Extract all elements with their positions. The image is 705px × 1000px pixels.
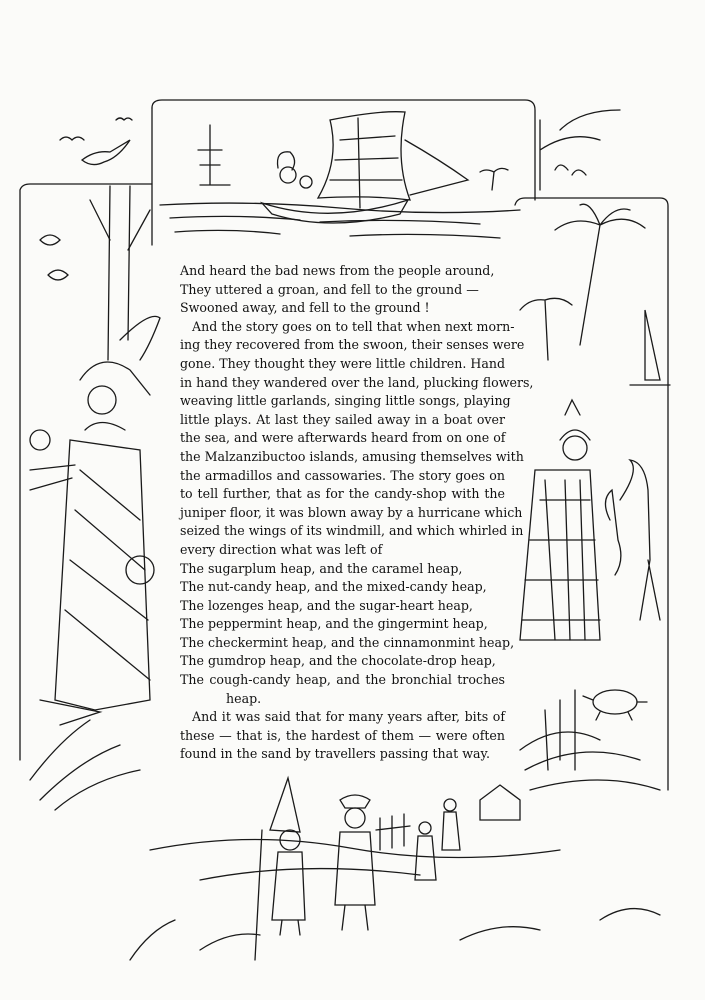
text-line: weaving little garlands, singing little songs, playing <box>180 393 511 409</box>
right-illustration-queen <box>515 110 670 790</box>
text-line: in hand they wandered over the land, plucking flowers, <box>180 374 534 390</box>
bottom-illustration-figures <box>130 778 660 960</box>
text-line: And the story goes on to tell that when next morn- <box>192 318 515 334</box>
text-line: The nut-candy heap, and the mixed-candy heap, <box>180 579 487 595</box>
text-line: The checkermint heap, and the cinnamonmint heap, <box>180 634 515 650</box>
text-line: heap. <box>226 690 262 706</box>
text-line: The cough-candy heap, and the bronchial troches <box>180 672 505 688</box>
story-paragraph <box>180 560 515 709</box>
text-line: seized the wings of its windmill, and which whirled in <box>180 523 524 539</box>
text-line: every direction what was left of <box>180 541 383 557</box>
story-text <box>180 262 534 764</box>
text-line: the Malzanzibuctoo islands, amusing themselves with <box>180 448 524 464</box>
top-illustration-sailboat <box>152 100 535 245</box>
text-line: gone. They thought they were little children. Hand <box>180 355 506 371</box>
text-line: The peppermint heap, and the gingermint heap, <box>180 616 488 632</box>
text-line: ing they recovered from the swoon, their senses were <box>180 337 525 353</box>
text-line: little plays. At last they sailed away in a boat over <box>180 411 505 427</box>
text-line: The gumdrop heap, and the chocolate-drop heap, <box>180 653 496 669</box>
left-illustration-jester <box>20 184 160 810</box>
text-line: to tell further, that as for the candy-shop with the <box>180 486 505 502</box>
text-line: The sugarplum heap, and the caramel heap, <box>180 560 463 576</box>
text-line: the sea, and were afterwards heard from on one of <box>180 430 506 446</box>
text-line: Swooned away, and fell to the ground ! <box>180 300 430 316</box>
story-paragraph <box>180 318 534 560</box>
text-line: found in the sand by travellers passing that way. <box>180 746 490 762</box>
text-line: And it was said that for many years after, bits of <box>192 709 505 725</box>
story-paragraph <box>180 262 505 318</box>
text-line: juniper floor, it was blown away by a hurricane which <box>180 504 523 520</box>
text-line: the armadillos and cassowaries. The story goes on <box>180 467 505 483</box>
text-line: They uttered a groan, and fell to the ground — <box>180 281 479 297</box>
text-line: And heard the bad news from the people around, <box>180 263 495 278</box>
text-line: these — that is, the hardest of them — were often <box>180 727 505 743</box>
bird-icon <box>60 118 132 165</box>
text-line: The lozenges heap, and the sugar-heart heap, <box>180 597 473 613</box>
story-paragraph <box>180 708 505 764</box>
